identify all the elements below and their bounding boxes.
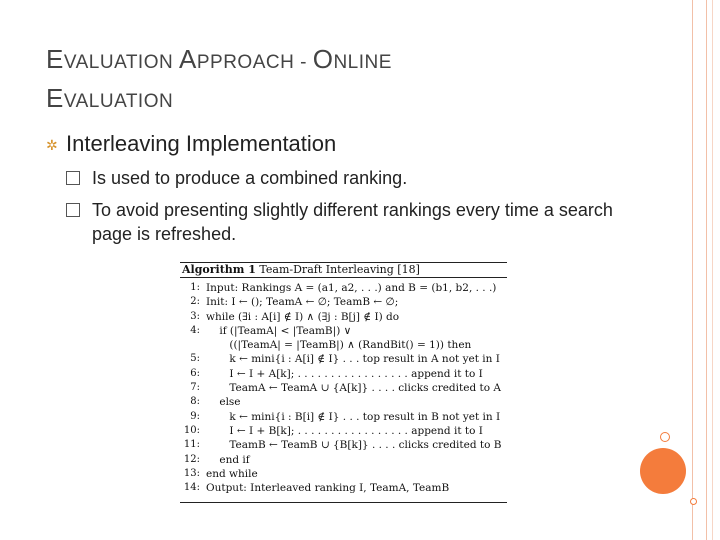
decor-circle-tiny <box>690 498 697 505</box>
decor-circle-large <box>640 448 686 494</box>
checkbox-bullet-icon <box>66 203 80 217</box>
title-text: VALUATION <box>63 52 179 73</box>
algorithm-caption: Team-Draft Interleaving [18] <box>255 263 420 276</box>
decor-line <box>706 0 707 540</box>
title-cap: E <box>46 44 64 74</box>
gear-icon: ✲ <box>46 137 58 153</box>
title-cap: A <box>179 44 197 74</box>
line-number: 7: <box>190 382 200 394</box>
line-code: end while <box>206 467 258 480</box>
decor-line <box>712 0 713 540</box>
algorithm-line <box>180 424 507 438</box>
algorithm-line <box>180 453 507 467</box>
line-number: 2: <box>190 296 200 308</box>
algorithm-bottom-rule <box>180 502 507 503</box>
algorithm-line <box>180 352 507 366</box>
main-bullet <box>46 131 336 157</box>
line-number: 13: <box>183 467 200 479</box>
sub-bullet-text: Is used to produce a combined ranking. <box>92 168 408 188</box>
decor-line <box>692 0 693 540</box>
algorithm-line <box>180 395 507 409</box>
title-cap: E <box>46 83 64 113</box>
line-code: while (∃i : A[i] ∉ I) ∧ (∃j : B[j] ∉ I) do <box>206 310 400 323</box>
line-code: Init: I ← (); TeamA ← ∅; TeamB ← ∅; <box>206 296 399 309</box>
sub-bullet-text: To avoid presenting slightly different rankings every time a search page is refreshed. <box>92 200 613 244</box>
line-number: 1: <box>190 282 200 293</box>
algorithm-line <box>180 467 507 481</box>
line-number: 3: <box>190 310 200 322</box>
line-code: Output: Interleaved ranking I, TeamA, TeamB <box>206 482 450 495</box>
line-code: ((|TeamA| = |TeamB|) ∧ (RandBit() = 1)) then <box>206 339 472 352</box>
line-code: I ← I + A[k]; . . . . . . . . . . . . . . . . . append it to I <box>206 367 483 380</box>
line-number: 10: <box>183 424 200 436</box>
main-bullet-text: Interleaving Implementation <box>66 131 337 156</box>
line-number: 14: <box>183 482 200 494</box>
line-number <box>180 338 200 352</box>
title-text: VALUATION <box>63 91 174 112</box>
line-number: 5: <box>190 353 200 365</box>
line-code: I ← I + B[k]; . . . . . . . . . . . . . . . . . append it to I <box>206 424 483 437</box>
title-cap: O <box>312 44 334 74</box>
line-code: k ← mini{i : A[i] ∉ I} . . . top result in A not yet in I <box>206 353 500 366</box>
line-code: if (|TeamA| < |TeamB|) ∨ <box>206 324 352 337</box>
algorithm-label: Algorithm 1 <box>182 263 256 276</box>
checkbox-bullet-icon <box>66 171 80 185</box>
sub-bullet <box>66 166 407 190</box>
algorithm-header <box>182 263 420 276</box>
algorithm-line <box>180 367 507 381</box>
line-code: end if <box>206 453 250 466</box>
line-number: 12: <box>183 453 200 465</box>
line-number: 4: <box>190 324 200 336</box>
decor-circle-small <box>660 432 670 442</box>
algorithm-line <box>180 481 507 495</box>
slide-title-line1 <box>46 42 646 81</box>
algorithm-lines <box>180 281 507 495</box>
algorithm-figure <box>180 258 507 504</box>
sub-bullet <box>66 198 626 246</box>
algorithm-line <box>180 310 507 324</box>
algorithm-header-rule <box>180 277 507 278</box>
line-code: else <box>206 396 241 409</box>
algorithm-line <box>180 410 507 424</box>
line-code: TeamA ← TeamA ∪ {A[k]} . . . . clicks credited to A <box>206 382 501 395</box>
title-text: NLINE <box>333 52 392 73</box>
line-number: 11: <box>183 439 200 451</box>
algorithm-line <box>180 438 507 452</box>
algorithm-line <box>180 381 507 395</box>
line-code: Input: Rankings A = (a1, a2, . . .) and B = (b1, b2, . . .) <box>206 282 497 294</box>
line-code: k ← mini{i : B[i] ∉ I} . . . top result in B not yet in I <box>206 410 501 423</box>
algorithm-line <box>180 281 507 295</box>
line-number: 6: <box>190 367 200 379</box>
line-code: TeamB ← TeamB ∪ {B[k]} . . . . clicks credited to B <box>206 439 502 452</box>
algorithm-line <box>180 295 507 309</box>
slide-title-line2 <box>46 81 646 120</box>
algorithm-line <box>180 324 507 338</box>
line-number: 9: <box>190 410 200 422</box>
line-number: 8: <box>190 396 200 408</box>
slide-title <box>46 42 646 120</box>
title-text: PPROACH - <box>196 52 313 73</box>
algorithm-line <box>180 338 507 352</box>
